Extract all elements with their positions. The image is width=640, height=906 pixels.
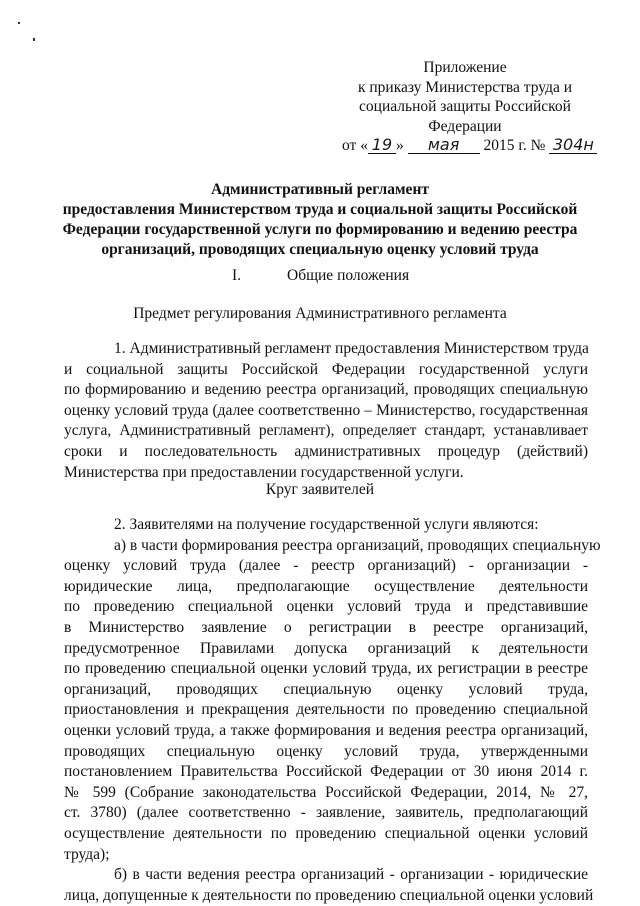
date-mid: » — [395, 137, 404, 154]
paragraph-2 — [64, 515, 601, 906]
text-line: сроки и последовательность административных процедур (действий) — [64, 442, 588, 460]
title-line: Федерации государственной услуги по формированию и ведению реестра — [62, 221, 578, 238]
text-line: осуществление деятельности по проведению специальной оценки условий — [64, 824, 588, 842]
text-line: постановлением Правительства Российской Федерации от 30 июня 2014 г. — [64, 763, 588, 781]
section-number: I. — [232, 267, 242, 284]
text-line: оценку условий труда (далее - реестр организаций) - организации - — [64, 557, 588, 575]
text-line: и социальной защиты Российской Федерации государственной услуги — [64, 360, 588, 378]
subheading-applicants: Круг заявителей — [265, 481, 375, 498]
subheading-subject: Предмет регулирования Административного регламента — [133, 305, 507, 322]
text-line: труда); — [64, 845, 110, 863]
text-line: б) в части ведения реестра организаций - организации - юридические — [114, 866, 588, 884]
text-line: организаций, проводящих специальную оценку условий труда, — [64, 680, 588, 698]
handwritten-month: мая — [408, 137, 480, 154]
text-line: ст. 3780) (далее соответственно - заявление, заявитель, предполагающий — [64, 804, 588, 822]
text-line: проводящих специальную оценку условий труда, утвержденными — [64, 742, 588, 760]
appendix-line: Федерации — [428, 117, 502, 135]
document-title — [55, 180, 585, 260]
text-line: а) в части формирования реестра организаций, проводящих специальную — [114, 536, 601, 554]
text-line: по проведению специальной оценки условий труда и представившие — [64, 598, 588, 616]
section-title: Общие положения — [287, 267, 410, 284]
text-line: 1. Административный регламент предоставления Министерством труда — [114, 340, 589, 357]
text-line: оценку условий труда (далее соответственно – Министерство, государственная — [64, 401, 588, 419]
date-prefix: от « — [342, 137, 368, 154]
handwritten-day: 19 — [368, 137, 396, 154]
text-line: по формированию и ведению реестра организаций, проводящих специальную — [64, 381, 588, 399]
title-line: Административный регламент — [211, 181, 429, 198]
text-line: оценки условий труда, а также формирования и ведения реестра организаций, — [64, 721, 588, 739]
appendix-line: к приказу Министерства труда и — [357, 78, 573, 96]
text-line: лица, допущенные к деятельности по проведению специальной оценки условий — [64, 886, 594, 904]
text-line: Министерства при предоставлении государственной услуги. — [64, 463, 464, 481]
paragraph-1 — [64, 339, 588, 483]
text-line: приостановления и прекращения деятельности по проведению специальной — [64, 701, 588, 719]
order-date-line — [330, 136, 600, 156]
appendix-line: социальной защиты Российской — [359, 98, 571, 115]
text-line: 2. Заявителями на получение государственной услуги являются: — [114, 516, 539, 533]
text-line: услуга, Административный регламент), определяет стандарт, устанавливает — [64, 422, 588, 440]
text-line: № 599 (Собрание законодательства Российской Федерации, 2014, № 27, — [64, 783, 588, 801]
text-line: по проведению специальной оценки условий труда, их регистрации в реестре — [64, 660, 588, 678]
text-line: предусмотренное Правилами допуска организаций к деятельности — [64, 639, 588, 657]
year-text: 2015 г. № — [483, 137, 546, 154]
text-line: в Министерство заявление о регистрации в реестре организаций, — [64, 618, 588, 636]
text-line: юридические лица, предполагающие осуществление деятельности — [64, 577, 588, 595]
title-line: предоставления Министерством труда и социальной защиты Российской — [62, 201, 578, 218]
title-line: организаций, проводящих специальную оценку условий труда — [101, 241, 539, 258]
handwritten-order-number: 304н — [549, 137, 597, 154]
appendix-line: Приложение — [423, 59, 507, 76]
appendix-header — [330, 58, 600, 156]
